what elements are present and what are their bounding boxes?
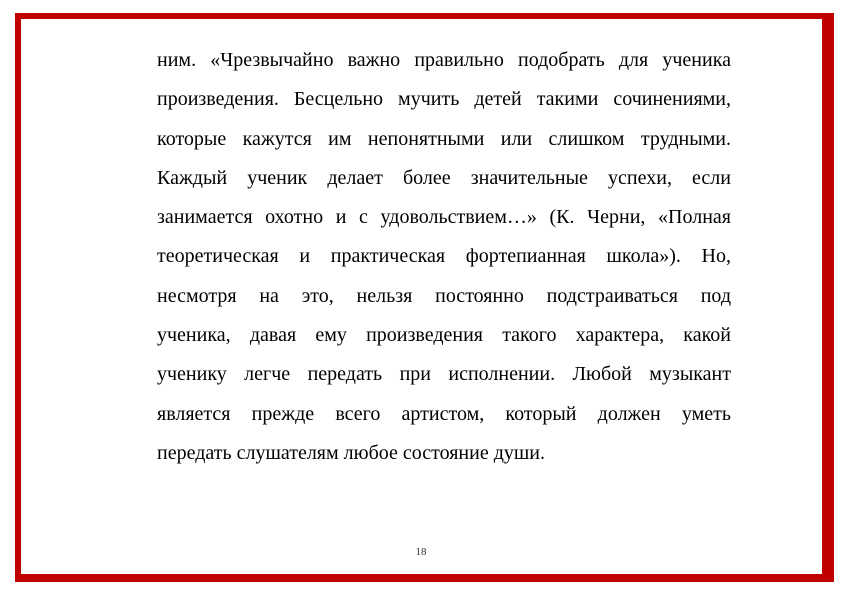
text-line: которые кажутся им непонятными или слишком трудными. xyxy=(157,127,731,150)
body-text xyxy=(157,42,731,474)
text-line: ученика, давая ему произведения такого характера, какой xyxy=(157,324,731,347)
text-line: ним. «Чрезвычайно важно правильно подобрать для ученика xyxy=(157,49,731,71)
text-line: Каждый ученик делает более значительные успехи, если xyxy=(157,166,731,189)
text-line: теоретическая и практическая фортепианная школа»). Но, xyxy=(157,245,731,268)
text-line: занимается охотно и с удовольствием…» (К. Черни, «Полная xyxy=(157,206,731,229)
page-number: 18 xyxy=(415,546,427,558)
text-line: является прежде всего артистом, который должен уметь xyxy=(157,402,731,425)
text-line: передать слушателям любое состояние души. xyxy=(157,441,545,464)
page-border-shadow-bottom xyxy=(15,574,828,582)
text-line: несмотря на это, нельзя постоянно подстраиваться под xyxy=(157,284,731,307)
text-line: ученику легче передать при исполнении. Любой музыкант xyxy=(157,363,731,386)
text-line: произведения. Бесцельно мучить детей такими сочинениями, xyxy=(157,88,731,111)
page-border-shadow-right xyxy=(822,13,828,581)
